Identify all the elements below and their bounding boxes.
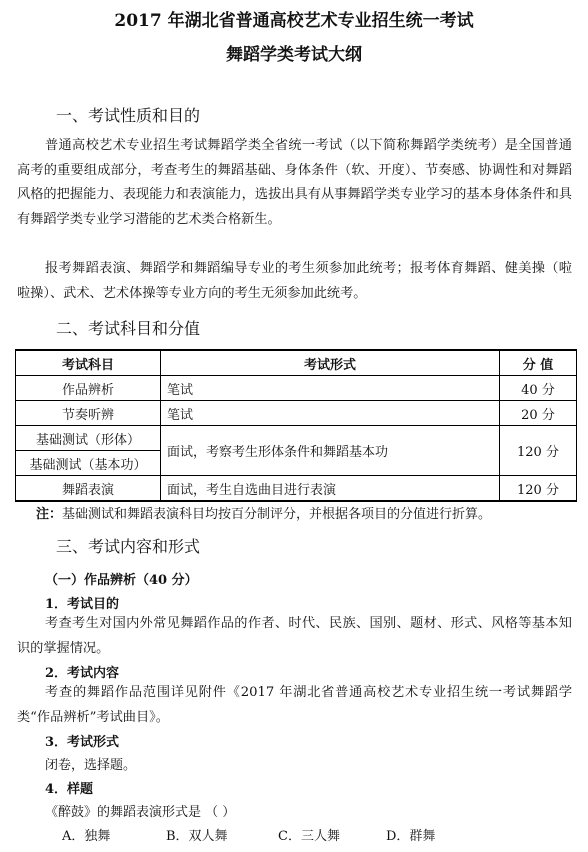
option-b: B．双人舞 [166, 829, 228, 844]
table-cell-form: 笔试 [161, 401, 500, 426]
table-row [16, 426, 577, 451]
option-d: D．群舞 [386, 829, 436, 844]
option-a: A．独舞 [62, 829, 111, 844]
form-title: 3．考试形式 [45, 735, 120, 750]
sample-title: 4．样题 [45, 782, 94, 797]
sample-question: 《醉鼓》的舞蹈表演形式是 （ ） [45, 805, 236, 820]
exam-subjects-table [15, 349, 577, 502]
table-note [36, 503, 491, 522]
document-title: 2017 年湖北省普通高校艺术专业招生统一考试 [114, 11, 474, 31]
table-cell-form: 面试，考生自选曲目进行表演 [161, 476, 500, 502]
purpose-title: 1．考试目的 [45, 597, 120, 612]
table-row [16, 401, 577, 426]
table-note-text: 基础测试和舞蹈表演科目均按百分制评分，并根据各项目的分值进行折算。 [62, 507, 492, 522]
table-cell-subject: 基础测试（形体） [16, 426, 161, 451]
section1-paragraph-1: 普通高校艺术专业招生考试舞蹈学类全省统一考试（以下简称舞蹈学类统考）是全国普通高考的重要组成部分，考查考生的舞蹈基础、身体条件（软、开度）、节奏感、协调性和对舞蹈风格的把握能力、表现能力和表演能力，选拔出具有从事舞蹈学类专业学习的基本身体条件和具有舞蹈学类专业学习潜能的艺术类合格新生。 [17, 138, 572, 227]
table-cell-subject: 作品辨析 [16, 376, 161, 401]
table-header-row [16, 350, 577, 376]
content-title: 2．考试内容 [45, 666, 120, 681]
table-cell-score: 40 分 [500, 376, 577, 401]
table-row [16, 376, 577, 401]
table-cell-form: 笔试 [161, 376, 500, 401]
option-c: C．三人舞 [278, 829, 340, 844]
table-cell-subject: 基础测试（基本功） [16, 451, 161, 476]
table-cell-form: 面试，考察考生形体条件和舞蹈基本功 [161, 426, 500, 476]
table-note-label: 注： [36, 507, 63, 522]
section2-heading: 二、考试科目和分值 [56, 319, 201, 338]
content-text: 考查的舞蹈作品范围详见附件《2017 年湖北省普通高校艺术专业招生统一考试舞蹈学类“作品辨析”考试曲目》。 [17, 685, 572, 725]
section1-paragraph-2: 报考舞蹈表演、舞蹈学和舞蹈编导专业的考生须参加此统考；报考体育舞蹈、健美操（啦啦操）、武术、艺术体操等专业方向的考生无须参加此统考。 [17, 261, 572, 301]
form-text: 闭卷，选择题。 [45, 758, 137, 773]
table-header-subject: 考试科目 [16, 350, 161, 376]
section1-heading: 一、考试性质和目的 [56, 106, 201, 125]
table-row [16, 476, 577, 502]
table-header-score: 分 值 [500, 350, 577, 376]
table-cell-score: 120 分 [500, 426, 577, 476]
table-cell-subject: 节奏听辨 [16, 401, 161, 426]
table-header-form: 考试形式 [161, 350, 500, 376]
purpose-text: 考查考生对国内外常见舞蹈作品的作者、时代、民族、国别、题材、形式、风格等基本知识的掌握情况。 [17, 616, 572, 656]
table-cell-score: 20 分 [500, 401, 577, 426]
table-cell-score: 120 分 [500, 476, 577, 502]
part1-title: （一）作品辨析（40 分） [45, 573, 198, 588]
section3-heading: 三、考试内容和形式 [56, 537, 201, 556]
table-cell-subject: 舞蹈表演 [16, 476, 161, 502]
document-subtitle: 舞蹈学类考试大纲 [226, 45, 362, 65]
